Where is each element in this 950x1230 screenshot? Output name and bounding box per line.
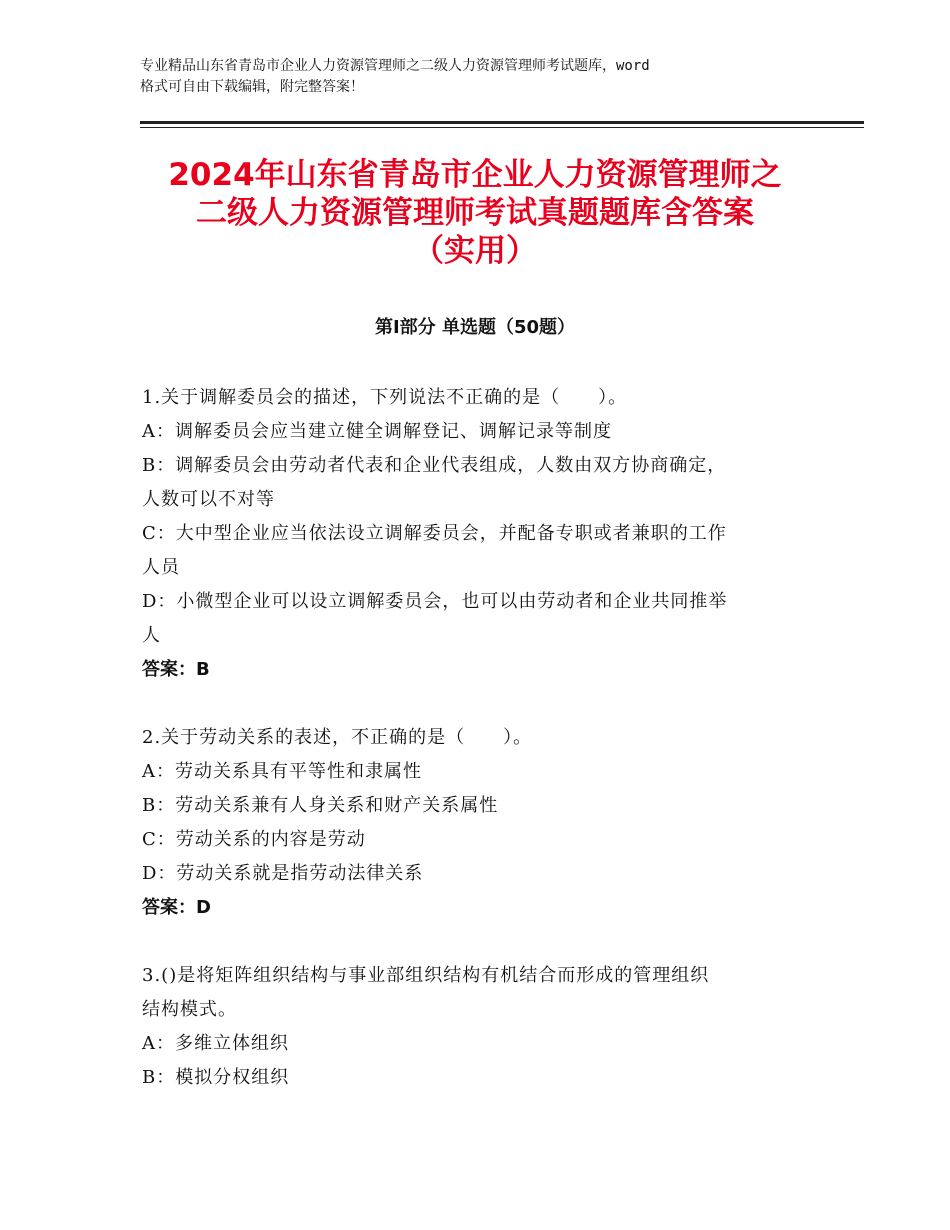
option-c-continued: 人员 [142,557,180,578]
option-b: B：劳动关系兼有人身关系和财产关系属性 [142,795,499,816]
question-3 [142,959,812,1095]
header-note [140,56,820,98]
option-d: D：小微型企业可以设立调解委员会，也可以由劳动者和企业共同推举 [142,591,728,612]
option-b: B：模拟分权组织 [142,1067,290,1088]
option-c: C：大中型企业应当依法设立调解委员会，并配备专职或者兼职的工作 [142,523,727,544]
question-stem: 3.()是将矩阵组织结构与事业部组织结构有机结合而形成的管理组织 [142,965,710,986]
option-b: B：调解委员会由劳动者代表和企业代表组成，人数由双方协商确定， [142,455,727,476]
option-a: A：多维立体组织 [142,1033,289,1054]
title-line: 二级人力资源管理师考试真题题库含答案 [196,195,754,231]
option-d-continued: 人 [142,625,161,646]
question-stem: 1.关于调解委员会的描述，下列说法不正确的是（ ）。 [142,387,628,408]
answer: 答案：B [142,659,210,680]
answer: 答案：D [142,897,211,918]
question-list [142,381,812,1129]
option-a: A：调解委员会应当建立健全调解登记、调解记录等制度 [142,421,612,442]
option-a: A：劳动关系具有平等性和隶属性 [142,761,422,782]
question-stem: 2.关于劳动关系的表述，不正确的是（ ）。 [142,727,533,748]
header-note-line: 专业精品山东省青岛市企业人力资源管理师之二级人力资源管理师考试题库，word [140,58,650,74]
option-d: D：劳动关系就是指劳动法律关系 [142,863,424,884]
header-rule-thin [140,127,864,128]
option-c: C：劳动关系的内容是劳动 [142,829,366,850]
option-b-continued: 人数可以不对等 [142,489,275,510]
question-stem-continued: 结构模式。 [142,999,237,1020]
document-title [100,156,850,270]
title-line: 2024年山东省青岛市企业人力资源管理师之 [168,157,782,193]
header-note-line: 格式可自由下载编辑，附完整答案！ [140,79,364,95]
question-2 [142,721,812,925]
title-line: （实用） [413,233,537,269]
section-title: 第Ⅰ部分 单选题（50题） [374,317,575,338]
question-1 [142,381,812,687]
header-rule-thick [140,121,864,124]
